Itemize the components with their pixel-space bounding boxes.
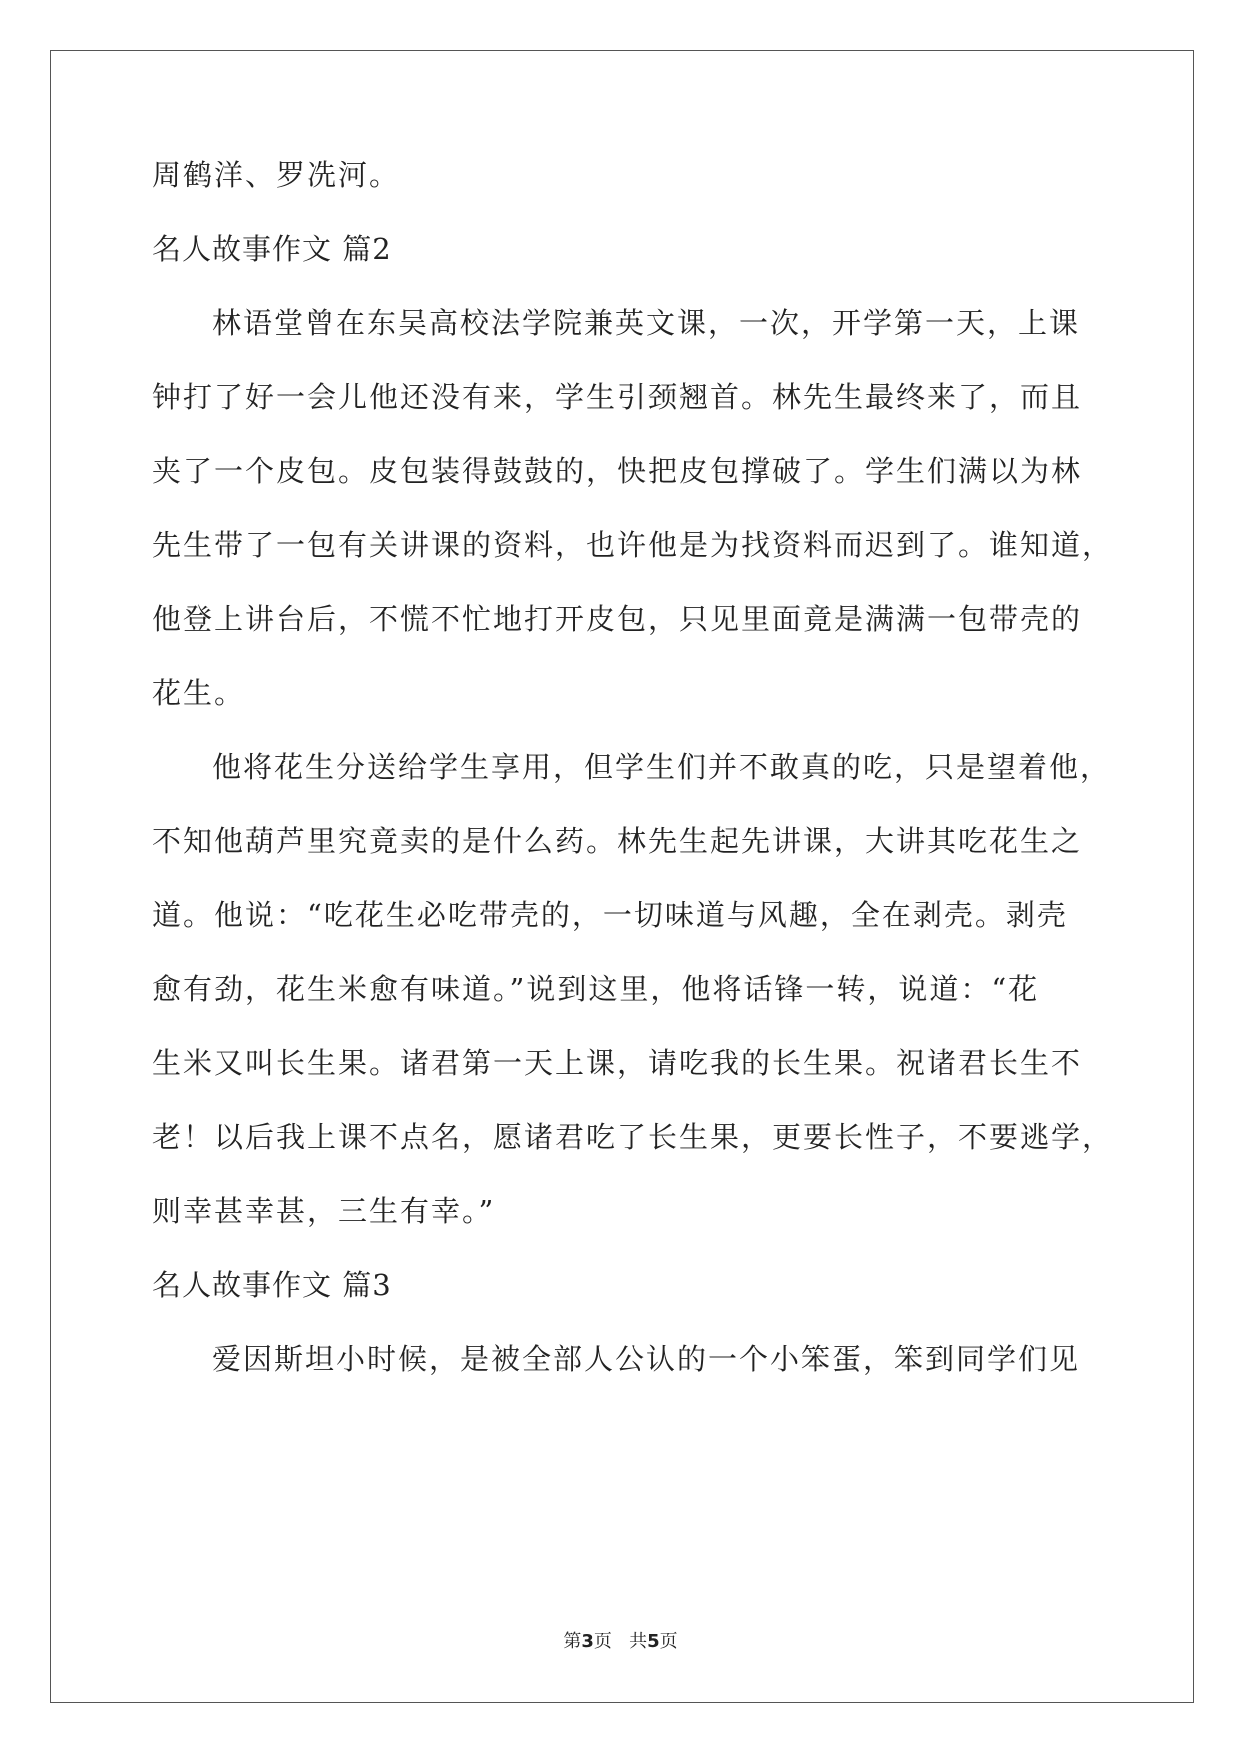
page-current: 3	[581, 1631, 594, 1652]
page-footer	[0, 1630, 1241, 1654]
paragraph-line: 先生带了一包有关讲课的资料，也许他是为找资料而迟到了。谁知道，	[152, 528, 1114, 562]
section-heading: 名人故事作文 篇2	[152, 232, 392, 266]
paragraph-line: 则幸甚幸甚，三生有幸。”	[152, 1194, 496, 1228]
paragraph-line: 他将花生分送给学生享用，但学生们并不敢真的吃，只是望着他，	[212, 750, 1112, 784]
paragraph-line: 周鹤洋、罗冼河。	[152, 158, 401, 192]
paragraph-line: 林语堂曾在东吴高校法学院兼英文课，一次，开学第一天，上课	[212, 306, 1081, 340]
page-prefix: 第	[563, 1631, 582, 1652]
total-suffix: 页	[659, 1631, 678, 1652]
paragraph-line: 不知他葫芦里究竟卖的是什么药。林先生起先讲课，大讲其吃花生之	[152, 824, 1083, 858]
total-prefix: 共	[629, 1631, 648, 1652]
paragraph-line: 他登上讲台后，不慌不忙地打开皮包，只见里面竟是满满一包带壳的	[152, 602, 1083, 636]
paragraph-line: 爱因斯坦小时候，是被全部人公认的一个小笨蛋，笨到同学们见	[212, 1342, 1081, 1376]
page-total: 5	[647, 1631, 660, 1652]
page-border	[50, 50, 1194, 1703]
paragraph-line: 愈有劲，花生米愈有味道。”说到这里，他将话锋一转，说道：“花	[152, 972, 1040, 1006]
section-heading: 名人故事作文 篇3	[152, 1268, 392, 1302]
paragraph-line: 钟打了好一会儿他还没有来，学生引颈翘首。林先生最终来了，而且	[152, 380, 1083, 414]
paragraph-line: 花生。	[152, 676, 246, 710]
paragraph-line: 老！以后我上课不点名，愿诸君吃了长生果，更要长性子，不要逃学，	[152, 1120, 1114, 1154]
paragraph-line: 道。他说：“吃花生必吃带壳的，一切味道与风趣，全在剥壳。剥壳	[152, 898, 1068, 932]
paragraph-line: 生米又叫长生果。诸君第一天上课，请吃我的长生果。祝诸君长生不	[152, 1046, 1083, 1080]
paragraph-line: 夹了一个皮包。皮包装得鼓鼓的，快把皮包撑破了。学生们满以为林	[152, 454, 1083, 488]
page-suffix: 页	[593, 1631, 612, 1652]
